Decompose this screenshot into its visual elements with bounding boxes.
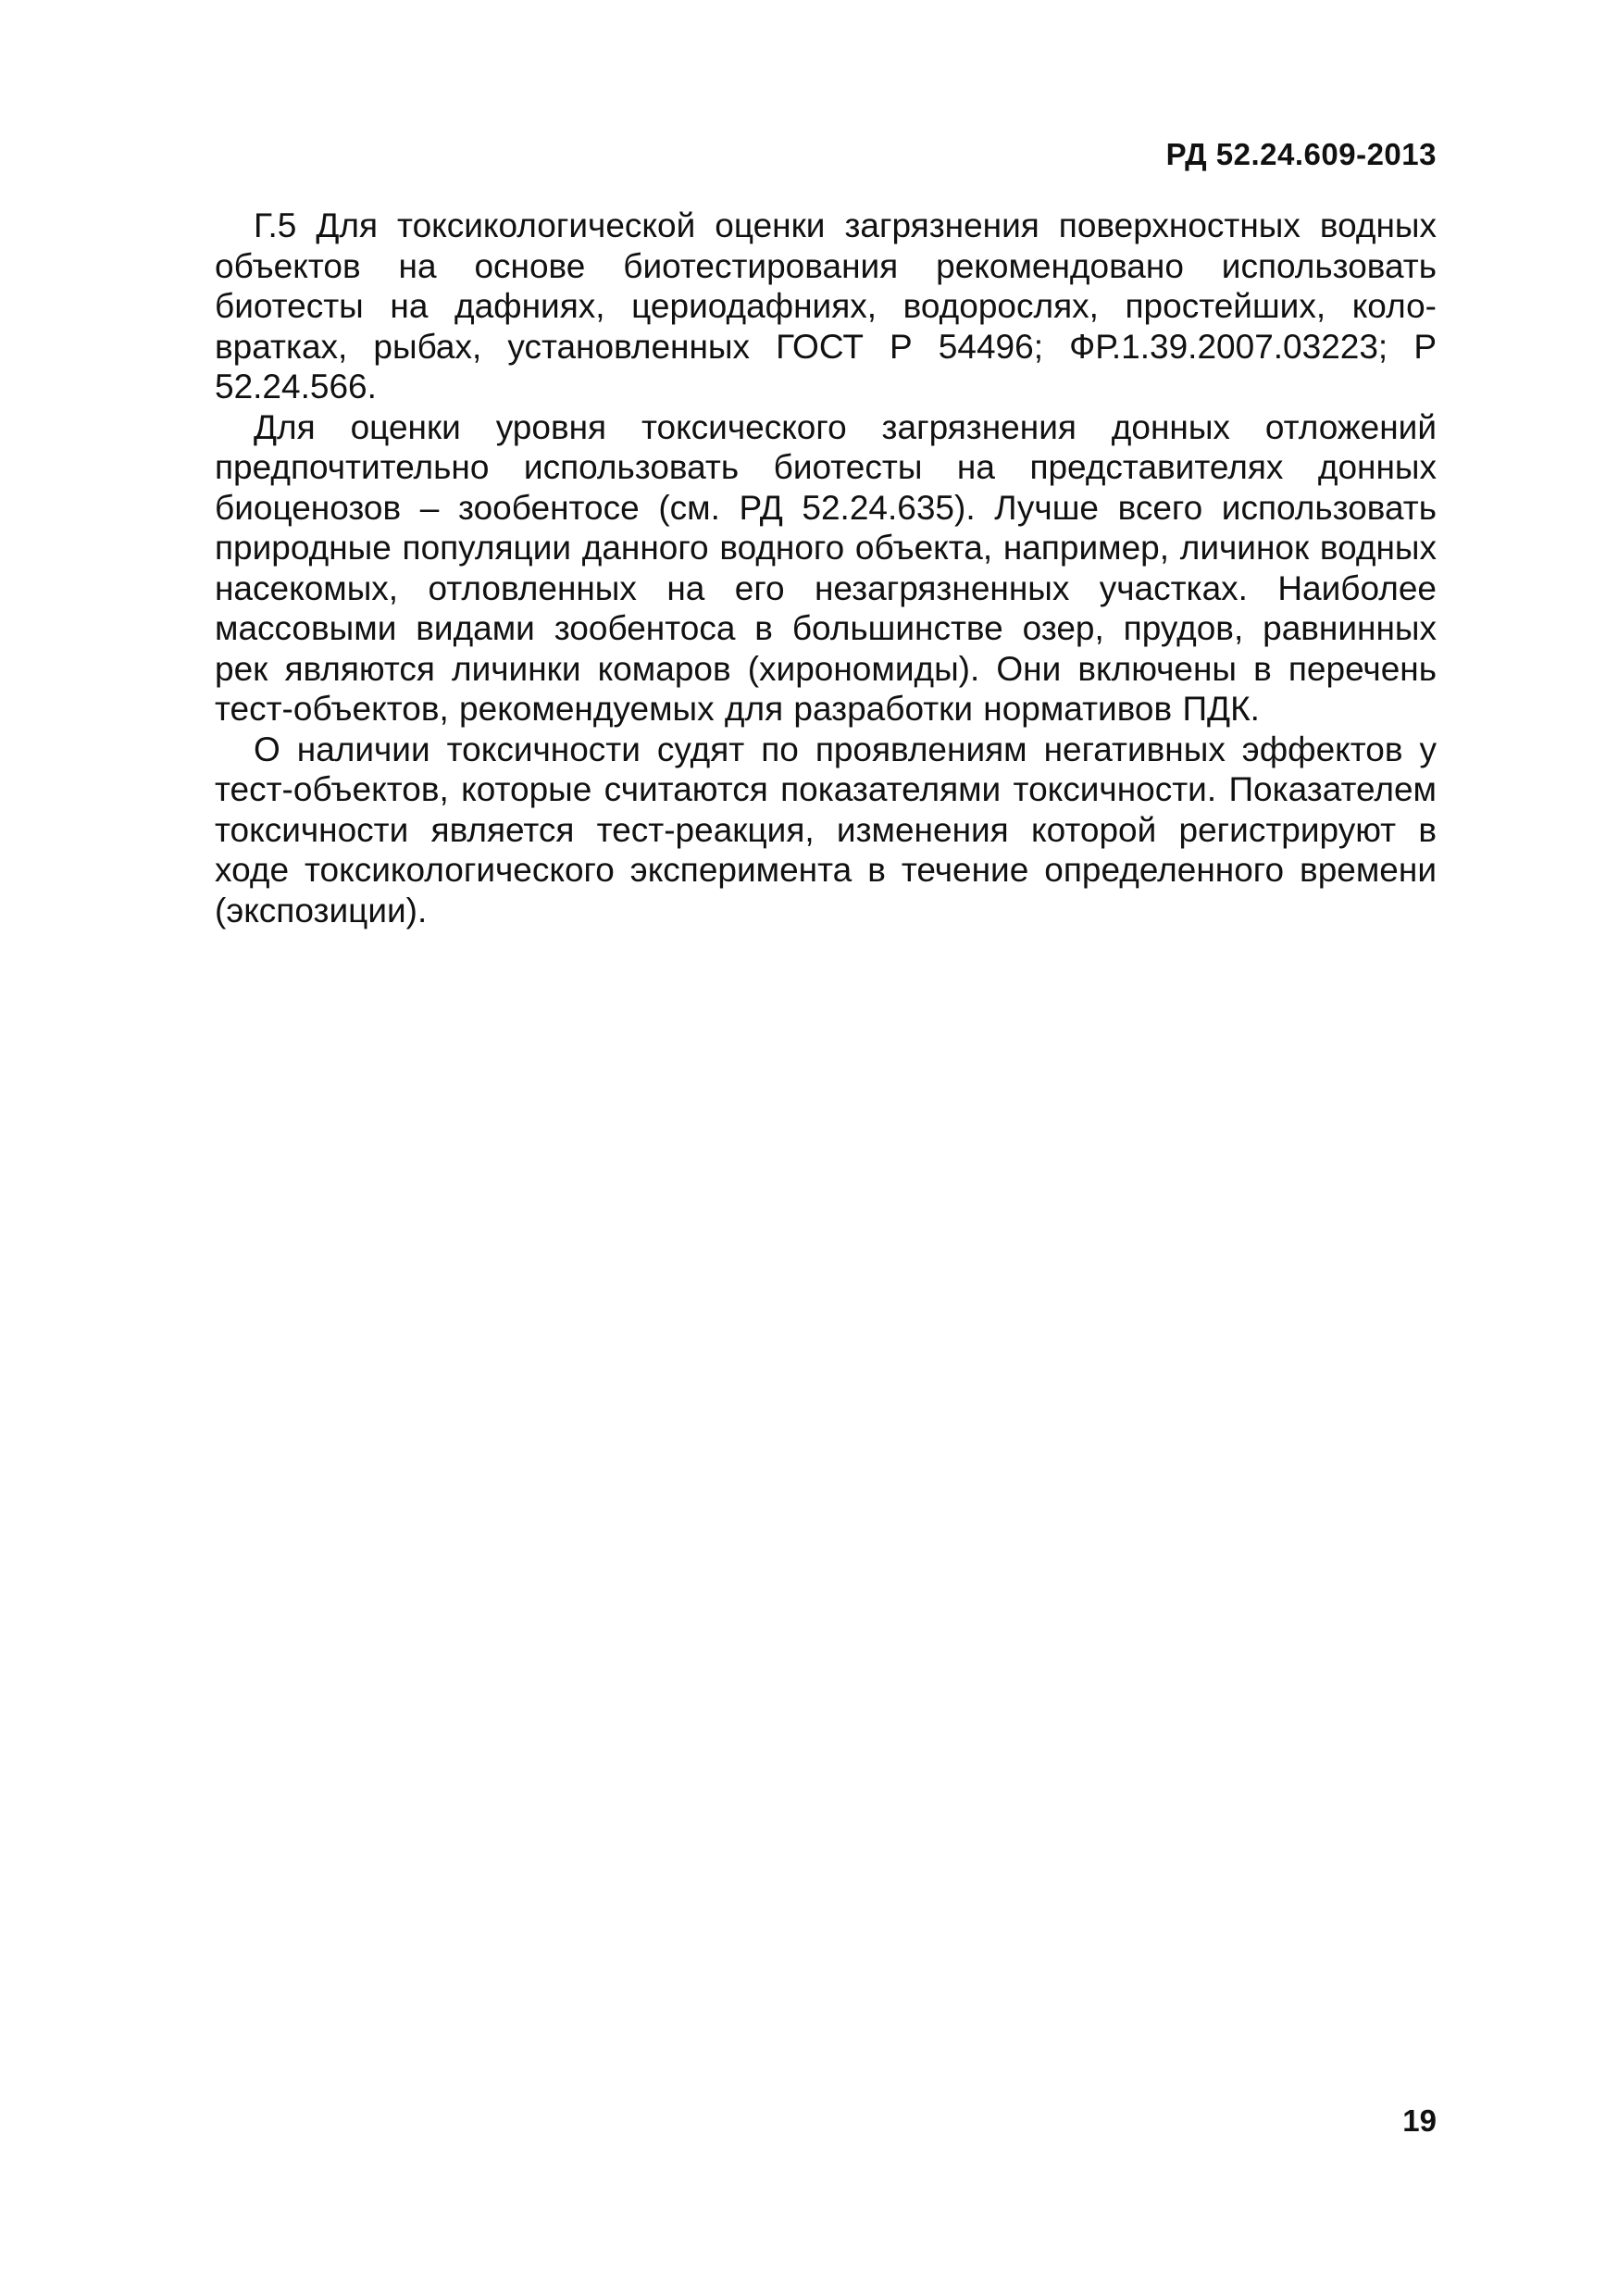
paragraph-sediment-toxicity: Для оценки уровня токсического загрязнения донных отложений предпочтительно использовать биотесты на представителях донных биоценозов – зообентосе (см. РД 52.24.635). Лучше всего использовать природные популяции данного водного объекта, например, личинок водных насекомых, отловленных на его незагрязненных участках. Наиболее массовыми видами зообентоса в большинстве озер, прудов, равнинных рек являются личинки комаров (хирономиды). Они включены в перечень тест-объектов, рекомендуемых для разработки нормативов ПДК. bbox=[215, 407, 1437, 728]
document-code-header: РД 52.24.609-2013 bbox=[1165, 137, 1437, 171]
page-number: 19 bbox=[1402, 2103, 1437, 2138]
paragraph-g5: Г.5 Для токсикологической оценки загрязнения поверхностных водных объектов на основе биотестирования рекомендовано использовать биотесты на дафниях, цериодафниях, водорослях, простейших, коловратках, рыбах, установленных ГОСТ Р 54496; ФР.1.39.2007.03223; Р 52.24.566. bbox=[215, 206, 1437, 406]
document-body bbox=[215, 206, 1437, 930]
paragraph-toxicity-indicators: О наличии токсичности судят по проявлениям негативных эффектов у тест-объектов, которые считаются показателями токсичности. Показателем токсичности является тест-реакция, изменения которой регистрируют в ходе токсикологического эксперимента в течение определенного времени (экспозиции). bbox=[215, 730, 1437, 930]
